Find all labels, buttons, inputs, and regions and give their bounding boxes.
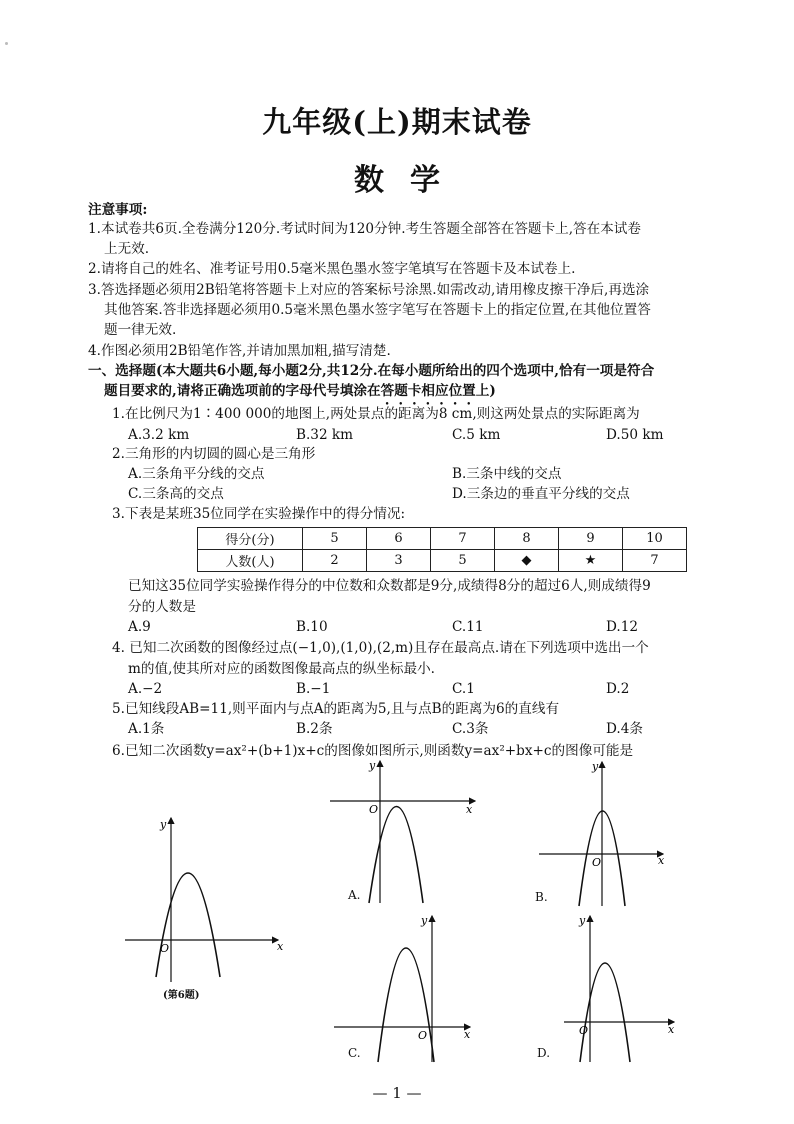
section-heading-emphasis: 答题卡相应位置 [380, 383, 476, 399]
q4-option-b: B.−1 [296, 681, 331, 697]
table-cell: 7 [431, 528, 495, 550]
q6-option-b-graph [535, 758, 675, 908]
table-row [198, 528, 687, 550]
q6-option-c-graph [330, 912, 475, 1064]
q6-caption: (第6题) [163, 990, 200, 1001]
exam-title: 九年级(上)期末试卷 [262, 105, 532, 139]
table-cell: ★ [559, 550, 623, 572]
notice-item-1-cont: 上无效. [104, 241, 150, 257]
y-axis-label: y [160, 818, 167, 831]
q4-option-c: C.1 [452, 681, 475, 697]
q5-option-b: B.2条 [296, 721, 333, 737]
y-axis-label: y [579, 914, 586, 927]
q3-cont-2: 分的人数是 [128, 599, 196, 615]
scan-mark [5, 42, 8, 45]
table-cell: 10 [623, 528, 687, 550]
q3-stem: 3.下表是某班35位同学在实验操作中的得分情况: [112, 506, 406, 522]
q2-option-b: B.三条中线的交点 [452, 466, 562, 482]
table-cell: 5 [431, 550, 495, 572]
table-cell: 5 [303, 528, 367, 550]
section-heading-part: 题目要求的,请将正确选项前的字母代号填涂在 [104, 383, 381, 399]
x-axis-label: x [464, 1028, 471, 1041]
table-cell: 3 [367, 550, 431, 572]
x-axis-label: x [658, 854, 665, 867]
q1-option-a: A.3.2 km [128, 427, 190, 443]
table-cell: ◆ [495, 550, 559, 572]
q5-option-c: C.3条 [452, 721, 489, 737]
q1-option-c: C.5 km [452, 427, 501, 443]
q6-option-a-label: A. [348, 888, 361, 902]
q5-option-a: A.1条 [128, 721, 165, 737]
y-axis-label: y [421, 914, 428, 927]
origin-label: O [579, 1024, 589, 1037]
q4-option-d: D.2 [606, 681, 630, 697]
table-header-cell: 人数(人) [198, 550, 303, 572]
notice-item-3-cont: 其他答案.答非选择题必须用0.5毫米黑色墨水签字笔写在答题卡上的指定位置,在其他位置答 [104, 302, 651, 318]
origin-label: O [160, 942, 170, 955]
origin-label: O [369, 803, 379, 816]
notice-item-4: 4.作图必须用2B铅笔作答,并请加黑加粗,描写清楚. [88, 343, 391, 359]
parabola-curve [369, 807, 423, 904]
subject-title: 数学 [354, 163, 466, 198]
q2-stem: 2.三角形的内切圆的圆心是三角形 [112, 446, 316, 462]
table-cell: 2 [303, 550, 367, 572]
notice-item-2: 2.请将自己的姓名、准考证号用0.5毫米黑色墨水签字笔填写在答题卡及本试卷上. [88, 261, 576, 277]
table-cell: 8 [495, 528, 559, 550]
q5-stem: 5.已知线段AB=11,则平面内与点A的距离为5,且与点B的距离为6的直线有 [112, 701, 560, 717]
section-heading: 一、选择题(本大题共6小题,每小题2分,共12分.在每小题所给出的四个选项中,恰有一项是符合 [88, 363, 655, 379]
notice-item-1: 1.本试卷共6页.全卷满分120分.考试时间为120分钟.考生答题全部答在答题卡上,答在本试卷 [88, 221, 641, 237]
q6-option-d-label: D. [537, 1046, 551, 1060]
origin-label: O [418, 1029, 428, 1042]
q6-main-graph [120, 812, 290, 992]
q1-stem: 1.在比例尺为1∶400 000的地图上,两处景点的距离为8 cm,则这两处景点的实际距离为 [112, 406, 640, 422]
q6-stem: 6.已知二次函数y=ax²+(b+1)x+c的图像如图所示,则函数y=ax²+bx+c的图像可能是 [112, 743, 634, 759]
q3-option-a: A.9 [128, 619, 151, 635]
page-number: — 1 — [372, 1084, 422, 1102]
notice-item-3: 3.答选择题必须用2B铅笔将答题卡上对应的答案标号涂黑.如需改动,请用橡皮擦干净后,再选涂 [88, 282, 650, 298]
table-cell: 7 [623, 550, 687, 572]
parabola-curve [156, 873, 220, 977]
q6-option-d-graph [560, 912, 690, 1064]
q4-option-a: A.−2 [128, 681, 163, 697]
q4-stem: 4. 已知二次函数的图像经过点(−1,0),(1,0),(2,m)且存在最高点.请在下列选项中选出一个 [112, 640, 649, 656]
x-axis-label: x [466, 803, 473, 816]
q3-option-c: C.11 [452, 619, 484, 635]
score-table [197, 527, 687, 572]
x-axis-label: x [277, 940, 284, 953]
section-heading-end: 上) [475, 383, 496, 399]
q3-option-d: D.12 [606, 619, 639, 635]
q3-cont-1: 已知这35位同学实验操作得分的中位数和众数都是9分,成绩得8分的超过6人,则成绩得9 [128, 578, 651, 594]
y-axis-label: y [369, 759, 376, 772]
table-cell: 9 [559, 528, 623, 550]
q1-option-d: D.50 km [606, 427, 664, 443]
y-axis-label: y [592, 760, 599, 773]
q6-option-c-label: C. [348, 1046, 361, 1060]
table-header-cell: 得分(分) [198, 528, 303, 550]
origin-label: O [592, 856, 602, 869]
q4-stem-cont: m的值,使其所对应的函数图像最高点的纵坐标最小. [128, 661, 435, 677]
q2-option-c: C.三条高的交点 [128, 486, 224, 502]
q2-option-a: A.三条角平分线的交点 [128, 466, 265, 482]
notice-item-3-cont2: 题一律无效. [104, 322, 177, 338]
q6-option-b-label: B. [535, 890, 548, 904]
parabola-curve [378, 948, 434, 1062]
q6-option-a-graph [325, 755, 485, 905]
q2-option-d: D.三条边的垂直平分线的交点 [452, 486, 630, 502]
q3-option-b: B.10 [296, 619, 328, 635]
x-axis-label: x [668, 1023, 675, 1036]
table-cell: 6 [367, 528, 431, 550]
q1-option-b: B.32 km [296, 427, 354, 443]
parabola-curve [580, 963, 630, 1062]
notice-heading: 注意事项: [88, 202, 148, 218]
table-row [198, 550, 687, 572]
q5-option-d: D.4条 [606, 721, 643, 737]
